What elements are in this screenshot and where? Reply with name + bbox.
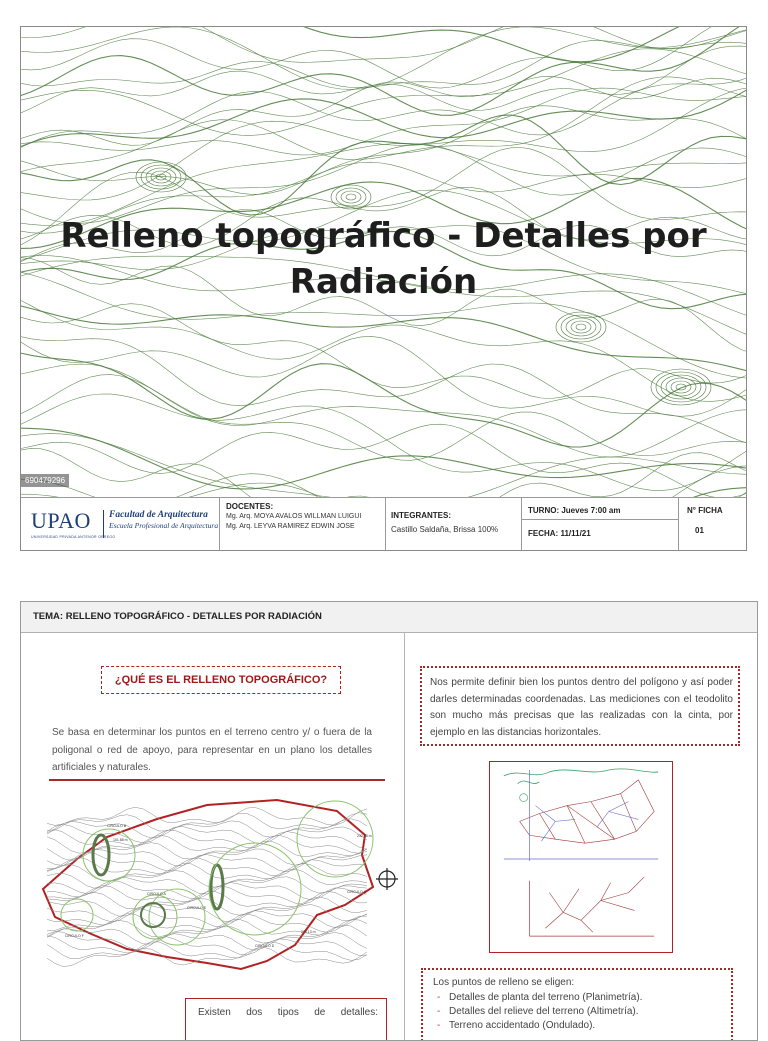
contour-line — [21, 424, 746, 497]
cover-title: Relleno topográfico - Detalles por Radiación — [60, 216, 707, 302]
question-box — [101, 666, 341, 694]
north-arrow-icon — [376, 868, 398, 890]
permite-box — [420, 666, 740, 746]
contour-ring — [656, 372, 706, 402]
map-label-circulo-c: CIRCULO C — [347, 890, 367, 894]
map-label-dist-1: 101.88 m — [113, 838, 128, 842]
map-label-dist-2: 232.98 m — [357, 834, 372, 838]
ficha-value: 01 — [695, 526, 704, 535]
integrantes-value: Castillo Saldaña, Brissa 100% — [391, 525, 499, 534]
contour-ring — [331, 185, 371, 209]
contour-line — [21, 483, 746, 497]
map-label-dist-3: 206.13 m — [301, 930, 316, 934]
cell-divider — [522, 519, 679, 520]
contour-line — [21, 335, 746, 416]
content-slide — [20, 601, 758, 1041]
map-contour-line — [47, 942, 367, 961]
ficha-label: N° FICHA — [687, 506, 723, 515]
stock-watermark: 690479296 — [21, 474, 69, 487]
map-label-circulo-a: CIRCULO A — [147, 892, 166, 896]
upao-logo-subtext: UNIVERSIDAD PRIVADA ANTENOR ORREGO — [31, 535, 116, 539]
fecha-value: FECHA: 11/11/21 — [528, 529, 591, 538]
contour-ring — [571, 321, 591, 333]
contour-line — [21, 487, 746, 497]
radiation-sketch-diagram — [489, 761, 673, 953]
integrantes-label: INTEGRANTES: — [391, 511, 451, 520]
faculty-block — [103, 510, 218, 538]
question-title: ¿QUÉ ES EL RELLENO TOPOGRÁFICO? — [114, 674, 328, 686]
turno-fecha-cell — [521, 498, 678, 551]
map-label-circulo-f: CIRCULO F — [65, 934, 84, 938]
tema-header — [21, 602, 757, 633]
red-rule — [49, 779, 385, 781]
docente-1: Mg. Arq. MOYA AVALOS WILLMAN LUIGUI — [226, 513, 362, 520]
contour-ring — [341, 191, 361, 203]
contour-line — [21, 304, 746, 399]
docentes-cell — [219, 498, 385, 551]
contour-ring — [576, 324, 586, 330]
docentes-label: DOCENTES: — [226, 502, 274, 511]
docente-2: Mg. Arq. LEYVA RAMIREZ EDWIN JOSE — [226, 523, 355, 530]
integrantes-cell — [385, 498, 521, 551]
relleno-box — [421, 968, 733, 1041]
map-contour-line — [47, 936, 367, 956]
permite-paragraph: Nos permite definir bien los puntos dentro del polígono y así poder darles determinadas coordenadas. Las mediciones con el teodolito son mucho más precisas que las realizadas con la cinta, por ejemplo en las distancias horizontales. — [430, 677, 733, 738]
column-divider — [404, 632, 405, 1041]
turno-value: TURNO: Jueves 7:00 am — [528, 506, 621, 515]
upao-logo: UPAO — [31, 508, 91, 533]
site-contour-map — [37, 797, 377, 973]
contour-line — [21, 334, 746, 446]
definition-paragraph: Se basa en determinar los puntos en el terreno centro y/ o fuera de la poligonal o red de apoyo, para representar en un plano los detalles artificiales y naturales. — [52, 727, 372, 773]
tipos-box — [185, 998, 387, 1041]
contour-ring — [661, 375, 701, 399]
contour-line — [21, 375, 746, 461]
faculty-title: Facultad de Arquitectura — [109, 510, 208, 520]
contour-ring — [556, 312, 606, 342]
contour-line — [21, 351, 746, 448]
contour-line — [21, 364, 746, 457]
relleno-title: Los puntos de relleno se eligen: — [433, 977, 575, 988]
contour-line — [21, 304, 746, 375]
contour-ring — [346, 194, 356, 200]
cover-slide — [20, 26, 747, 551]
tipos-text: Existen dos tipos de detalles: — [198, 1007, 378, 1018]
cover-footer — [21, 497, 746, 551]
contour-line — [21, 448, 746, 497]
relleno-item-3: - Terreno accidentado (Ondulado). — [437, 1020, 596, 1031]
contour-ring — [561, 315, 601, 339]
relleno-item-2: - Detalles del relieve del terreno (Altimetría). — [437, 1006, 639, 1017]
map-contour-line — [47, 932, 367, 951]
logo-cell — [21, 498, 219, 551]
ficha-cell — [678, 498, 746, 551]
map-label-circulo-d: CIRCULO D — [255, 944, 275, 948]
contour-line — [21, 115, 746, 215]
map-label-circulo-e: CIRCULO E — [187, 906, 207, 910]
contour-line — [21, 466, 746, 497]
relleno-item-1: - Detalles de planta del terreno (Planimetría). — [437, 992, 643, 1003]
tema-title: TEMA: RELLENO TOPOGRÁFICO - DETALLES POR RADIACIÓN — [33, 611, 322, 622]
map-contour-line — [47, 807, 367, 825]
contour-ring — [671, 381, 691, 393]
map-contour-line — [47, 909, 367, 928]
map-label-circulo-b: CIRCULO B — [107, 824, 127, 828]
faculty-subtitle: Escuela Profesional de Arquitectura — [109, 521, 219, 530]
contour-line — [21, 27, 746, 115]
